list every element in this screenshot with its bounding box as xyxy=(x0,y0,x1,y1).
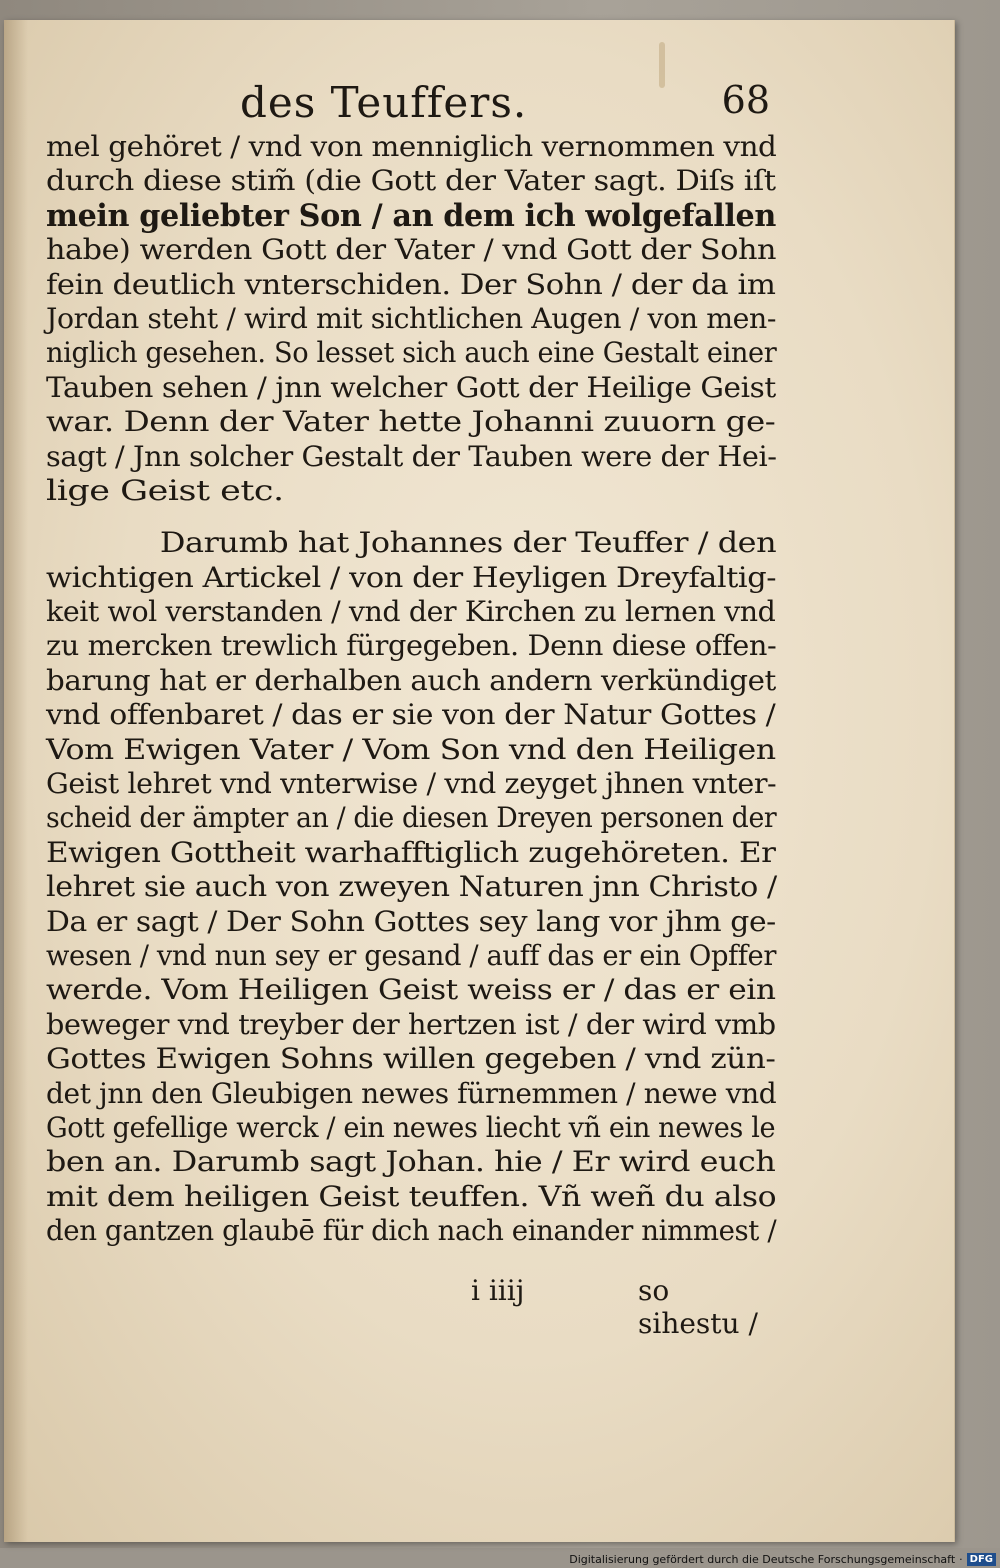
text-line: lige Geist etc. xyxy=(46,473,284,507)
running-title: des Teuffers. xyxy=(240,78,528,127)
text-line: ben an. Darumb sagt Johan. hie / Er wird euch xyxy=(46,1145,776,1179)
page-footer xyxy=(46,1274,776,1340)
signature-mark: i iiij xyxy=(471,1274,525,1307)
page-gutter-shadow xyxy=(4,20,28,1542)
text-line: Da er sagt / Der Sohn Gottes sey lang vor jhm ge- xyxy=(46,904,776,938)
text-line: Jordan steht / wird mit sichtlichen Augen / von men- xyxy=(46,301,777,335)
text-line: durch diese stim̃ (die Gott der Vater sagt. Diſs iſt xyxy=(46,164,776,198)
text-line: fein deutlich vnterschiden. Der Sohn / der da im xyxy=(46,267,776,301)
text-line: den gantzen glaubē für dich nach einander nimmest / xyxy=(46,1214,777,1248)
text-line: keit wol verstanden / vnd der Kirchen zu lernen vnd xyxy=(46,595,776,629)
text-line: vnd offenbaret / das er sie von der Natur Gottes / xyxy=(46,698,776,732)
text-line: wichtigen Artickel / von der Heyligen Dreyfaltig- xyxy=(46,560,777,594)
text-line: Tauben sehen / jnn welcher Gott der Heilige Geist xyxy=(46,370,776,404)
text-line: Vom Ewigen Vater / Vom Son vnd den Heiligen xyxy=(46,732,776,766)
text-line: sagt / Jnn solcher Gestalt der Tauben were der Hei- xyxy=(46,439,777,473)
catchword: so sihestu / xyxy=(638,1274,758,1340)
text-line: Darumb hat Johannes der Teuffer / den xyxy=(159,526,777,560)
credit-text: Digitalisierung gefördert durch die Deutsche Forschungsgemeinschaft xyxy=(569,1553,956,1566)
text-line: mit dem heiligen Geist teuffen. Vñ weñ du also xyxy=(46,1179,777,1213)
text-line: Gottes Ewigen Sohns willen gegeben / vnd zün- xyxy=(46,1042,776,1076)
text-line: barung hat er derhalben auch andern verkündiget xyxy=(46,663,776,697)
text-line: lehret sie auch von zweyen Naturen jnn Christo / xyxy=(46,870,777,904)
dfg-logo: DFG xyxy=(967,1553,996,1566)
page-header xyxy=(240,78,780,134)
text-line: scheid der ämpter an / die diesen Dreyen personen der xyxy=(46,801,777,835)
text-line: war. Denn der Vater hette Johanni zuuorn ge- xyxy=(46,405,776,439)
text-line: beweger vnd treyber der hertzen ist / der wird vmb xyxy=(46,1007,776,1041)
page-number: 68 xyxy=(721,78,770,122)
text-line: det jnn den Gleubigen newes fürnemmen / newe vnd xyxy=(46,1076,777,1110)
paragraph-gap xyxy=(46,508,776,526)
text-line: mel gehöret / vnd von menniglich vernommen vnd xyxy=(46,130,777,163)
digitization-credit: Digitalisierung gefördert durch die Deutsche Forschungsgemeinschaft · DFG xyxy=(569,1553,996,1566)
text-line: wesen / vnd nun sey er gesand / auff das er ein Opffer xyxy=(46,938,777,972)
text-line: zu mercken trewlich fürgegeben. Denn diese offen- xyxy=(46,629,777,663)
text-line: werde. Vom Heiligen Geist weiss er / das er ein xyxy=(46,973,776,1007)
body-text xyxy=(46,130,776,1249)
text-line: habe) werden Gott der Vater / vnd Gott der Sohn xyxy=(46,233,777,267)
text-line: Gott gefellige werck / ein newes liecht vñ ein newes le xyxy=(46,1110,776,1144)
text-line: niglich gesehen. So lesset sich auch eine Gestalt einer xyxy=(46,336,777,370)
text-line: mein geliebter Son / an dem ich wolgefallen xyxy=(46,197,776,234)
text-line: Ewigen Gottheit warhafftiglich zugehöreten. Er xyxy=(46,835,776,869)
text-line: Geist lehret vnd vnterwise / vnd zeyget jhnen vnter- xyxy=(46,767,777,801)
